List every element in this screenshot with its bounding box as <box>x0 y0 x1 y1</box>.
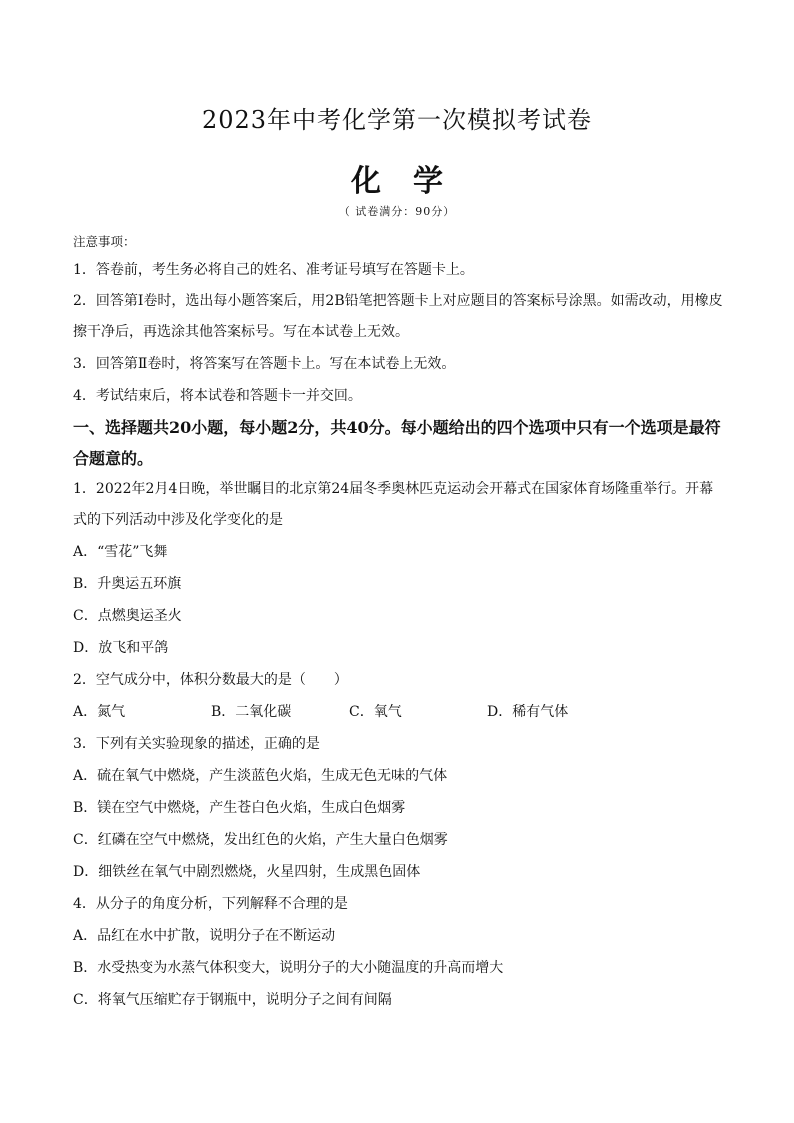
question-option: C．将氧气压缩贮存于钢瓶中，说明分子之间有间隔 <box>73 992 392 1008</box>
score-note: （ 试卷满分：90分） <box>338 205 456 218</box>
notice-heading: 注意事项： <box>73 234 136 249</box>
question-option: D．稀有气体 <box>487 704 569 720</box>
notice-item: 4．考试结束后，将本试卷和答题卡一并交回。 <box>73 388 362 404</box>
question-option: C．点燃奥运圣火 <box>73 608 182 624</box>
question-stem: 3．下列有关实验现象的描述，正确的是 <box>73 736 320 752</box>
question-option: D．放飞和平鸽 <box>73 640 169 656</box>
section-heading: 一、选择题共20小题，每小题2分，共40分。每小题给出的四个选项中只有一个选项是最符合题意的。 <box>73 418 721 468</box>
exam-content <box>73 230 723 1016</box>
question-option: C．红磷在空气中燃烧，发出红色的火焰，产生大量白色烟雾 <box>73 832 448 848</box>
question-option: B．镁在空气中燃烧，产生苍白色火焰，生成白色烟雾 <box>73 800 406 816</box>
question-option: D．细铁丝在氧气中剧烈燃烧，火星四射，生成黑色固体 <box>73 864 421 880</box>
question-stem: 4．从分子的角度分析，下列解释不合理的是 <box>73 896 348 912</box>
question-option: A．“雪花”飞舞 <box>73 544 168 560</box>
question-stem: 1．2022年2月4日晚，举世瞩目的北京第24届冬季奥林匹克运动会开幕式在国家体育场隆重举行。开幕式的下列活动中涉及化学变化的是 <box>73 481 714 528</box>
exam-title: 2023年中考化学第一次模拟考试卷 <box>201 106 593 134</box>
question-option: A．氮气 <box>73 704 126 720</box>
subject-heading: 化学 <box>351 164 475 199</box>
question-option: B．升奥运五环旗 <box>73 576 182 592</box>
question-options-row <box>73 696 723 728</box>
question-option: A．硫在氧气中燃烧，产生淡蓝色火焰，生成无色无味的气体 <box>73 768 448 784</box>
question-option: C．氧气 <box>349 704 402 720</box>
question-option: B．水受热变为水蒸气体积变大，说明分子的大小随温度的升高而增大 <box>73 960 504 976</box>
notice-item: 3．回答第Ⅱ卷时，将答案写在答题卡上。写在本试卷上无效。 <box>73 356 456 372</box>
question-stem: 2．空气成分中，体积分数最大的是（ ） <box>73 672 348 688</box>
notice-item: 2．回答第Ⅰ卷时，选出每小题答案后，用2B铅笔把答题卡上对应题目的答案标号涂黑。如需改动，用橡皮擦干净后，再选涂其他答案标号。写在本试卷上无效。 <box>73 293 723 340</box>
question-option: A．品红在水中扩散，说明分子在不断运动 <box>73 928 336 944</box>
notice-item: 1．答卷前，考生务必将自己的姓名、准考证号填写在答题卡上。 <box>73 262 474 278</box>
question-option: B．二氧化碳 <box>211 704 292 720</box>
